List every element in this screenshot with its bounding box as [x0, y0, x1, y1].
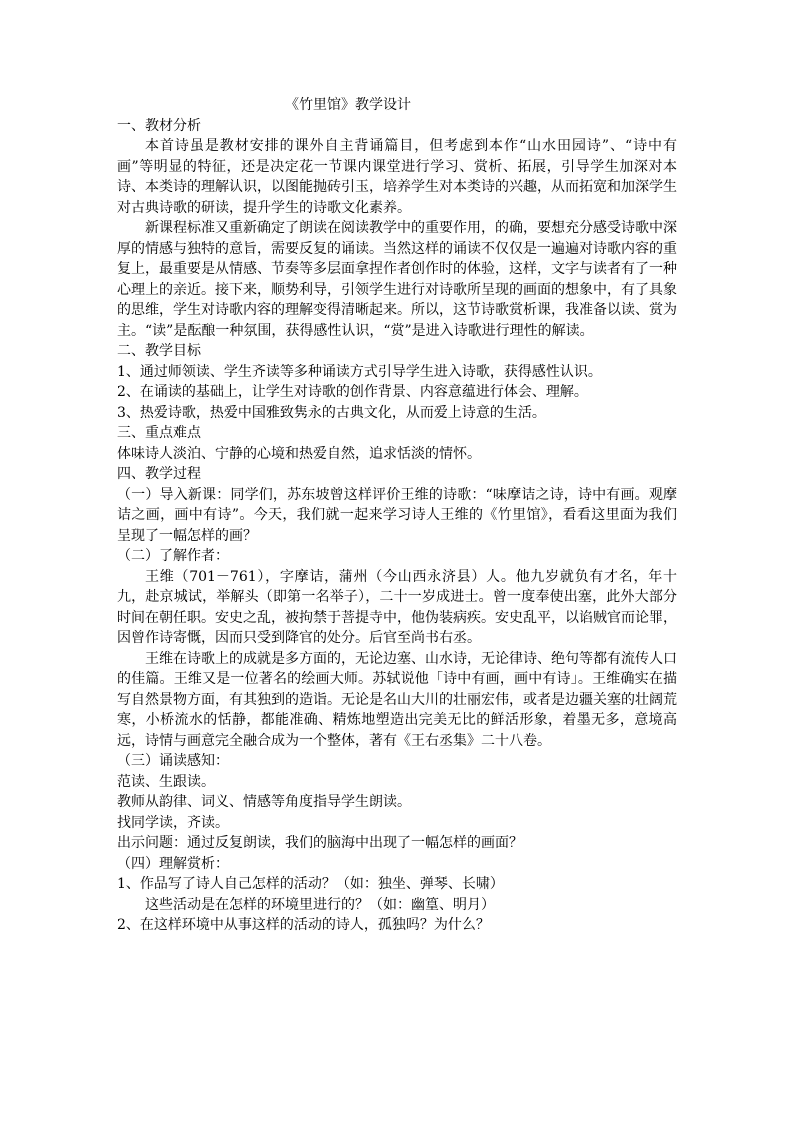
subheading: （三）诵读感知：	[117, 753, 229, 769]
paragraph: 新课程标准又重新确定了朗读在阅读教学中的重要作用，的确，要想充分感受诗歌中深厚的情感与独特的意旨，需要反复的诵读。当然这样的诵读不仅仅是一遍遍对诗歌内容的重复上，最重要是从情感、节奏等多层面拿捏作者创作时的体验，这样，文字与读者有了一种心理上的亲近。接下来，顺势利导，引领学生进行对诗歌所呈现的画面的想象中，有了具象的思维，学生对诗歌内容的理解变得清晰起来。所以，这节诗歌赏析课，我准备以读、赏为主。“读”是酝酿一种氛围，获得感性认识，“赏”是进入诗歌进行理性的解读。	[117, 220, 677, 339]
list-item: 这些活动是在怎样的环境里进行的？（如：幽篁、明月）	[145, 896, 495, 913]
list-item: 1、作品写了诗人自己怎样的活动？（如：独坐、弹琴、长啸）	[117, 876, 504, 892]
section-heading-analysis: 一、教材分析	[117, 117, 201, 134]
list-item: 找同学读，齐读。	[117, 814, 229, 831]
list-item: 2、在这样环境中从事这样的活动的诗人，孤独吗？为什么？	[117, 917, 490, 933]
paragraph: 王维（701－761），字摩诘，蒲州（今山西永济县）人。他九岁就负有才名，年十九，赴京城试，举解头（即第一名举子），二十一岁成进士。曾一度奉使出塞，此外大部分时间在朝任职。安史之乱，被拘禁于菩提寺中，他伪装病疾。安史乱平，以谄贼官而论罪，因曾作诗寄慨，因而只受到降官的处分。后官至尚书右丞。	[117, 568, 677, 646]
paragraph: （一）导入新课：同学们，苏东坡曾这样评价王维的诗歌：“味摩诘之诗，诗中有画。观摩诘之画，画中有诗”。今天，我们就一起来学习诗人王维的《竹里馆》，看看这里面为我们呈现了一幅怎样的画？	[117, 486, 677, 544]
document-title: 《竹里馆》教学设计	[285, 97, 411, 113]
paragraph: 王维在诗歌上的成就是多方面的，无论边塞、山水诗，无论律诗、绝句等都有流传人口的佳篇。王维又是一位著名的绘画大师。苏轼说他「诗中有画，画中有诗」。王维确实在描写自然景物方面，有其独到的造诣。无论是名山大川的壮丽宏伟，或者是边疆关塞的壮阔荒寒，小桥流水的恬静，都能准确、精炼地塑造出完美无比的鲜活形象，着墨无多，意境高远，诗情与画意完全融合成为一个整体，著有《王右丞集》二十八卷。	[117, 650, 677, 749]
list-item: 3、热爱诗歌，热爱中国雅致隽永的古典文化，从而爱上诗意的生活。	[117, 404, 546, 421]
paragraph: 体味诗人淡泊、宁静的心境和热爱自然，追求恬淡的情怀。	[117, 445, 481, 462]
list-item: 1、通过师领读、学生齐读等多种诵读方式引导学生进入诗歌，获得感性认识。	[117, 363, 602, 380]
section-heading-process: 四、教学过程	[117, 466, 201, 482]
subheading: （二）了解作者：	[117, 548, 229, 564]
paragraph: 本首诗虽是教材安排的课外自主背诵篇目，但考虑到本作“山水田园诗”、“诗中有画”等明显的特征，还是决定花一节课内课堂进行学习、赏析、拓展，引导学生加深对本诗、本类诗的理解认识，以图能抛砖引玉，培养学生对本类诗的兴趣，从而拓宽和加深学生对古典诗歌的研读，提升学生的诗歌文化素养。	[117, 138, 677, 216]
list-item: 教师从韵律、词义、情感等角度指导学生朗读。	[117, 794, 411, 810]
list-item: 出示问题：通过反复朗读，我们的脑海中出现了一幅怎样的画面？	[117, 835, 523, 851]
section-heading-key-points: 三、重点难点	[117, 425, 201, 441]
list-item: 2、在诵读的基础上，让学生对诗歌的创作背景、内容意蕴进行体会、理解。	[117, 384, 588, 400]
section-heading-goals: 二、教学目标	[117, 343, 201, 359]
subheading: （四）理解赏析：	[117, 855, 229, 872]
document-page	[117, 95, 677, 936]
list-item: 范读、生跟读。	[117, 773, 215, 790]
